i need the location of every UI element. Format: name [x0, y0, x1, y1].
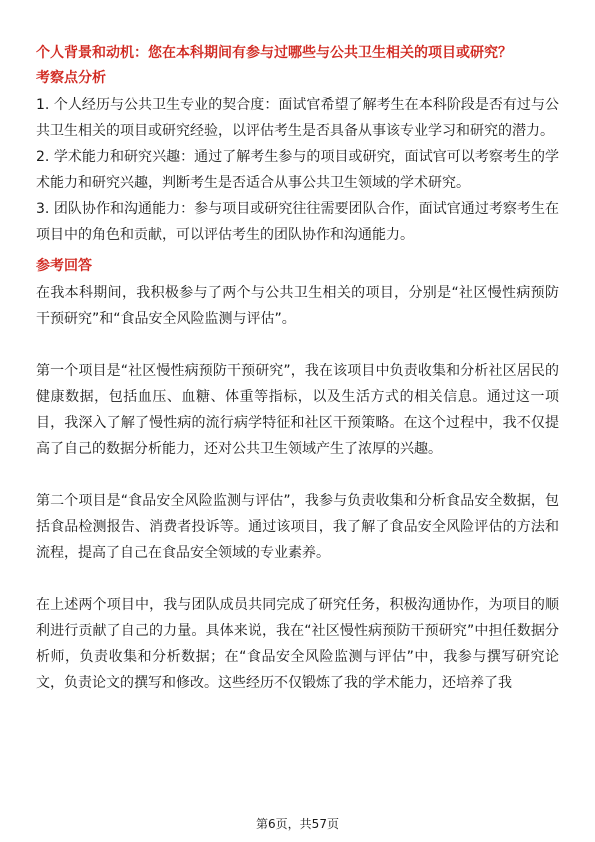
analysis-point: 1. 个人经历与公共卫生专业的契合度：面试官希望了解考生在本科阶段是否有过与公共卫生相关的项目或研究经验，以评估考生是否具备从事该专业学习和研究的潜力。 — [36, 97, 559, 139]
answer-paragraph: 第二个项目是“食品安全风险监测与评估”，我参与负责收集和分析食品安全数据，包括食品检测报告、消费者投诉等。通过该项目，我了解了食品安全风险评估的方法和流程，提高了自己在食品安全领域的专业素养。 — [36, 493, 559, 561]
answer-paragraph: 在我本科期间，我积极参与了两个与公共卫生相关的项目，分别是“社区慢性病预防干预研究”和“食品安全风险监测与评估”。 — [36, 285, 559, 327]
analysis-point: 2. 学术能力和研究兴趣：通过了解考生参与的项目或研究，面试官可以考察考生的学术能力和研究兴趣，判断考生是否适合从事公共卫生领域的学术研究。 — [36, 149, 559, 191]
document-page — [36, 42, 559, 696]
analysis-list — [36, 92, 559, 248]
page-number: 第6页，共57页 — [256, 817, 339, 831]
question-title: 个人背景和动机：您在本科期间有参与过哪些与公共卫生相关的项目或研究？ — [36, 45, 512, 61]
answer-body — [36, 280, 559, 696]
answer-paragraph: 第一个项目是“社区慢性病预防干预研究”，我在该项目中负责收集和分析社区居民的健康数据，包括血压、血糖、体重等指标，以及生活方式的相关信息。通过这一项目，我深入了解了慢性病的流行病学特征和社区干预策略。在这个过程中，我不仅提高了自己的数据分析能力，还对公共卫生领域产生了浓厚的兴趣。 — [36, 363, 559, 457]
answer-heading: 参考回答 — [36, 258, 92, 274]
analysis-heading: 考察点分析 — [36, 70, 106, 86]
answer-paragraph: 在上述两个项目中，我与团队成员共同完成了研究任务，积极沟通协作，为项目的顺利进行贡献了自己的力量。具体来说，我在“社区慢性病预防干预研究”中担任数据分析师，负责收集和分析数据；在“食品安全风险监测与评估”中，我参与撰写研究论文，负责论文的撰写和修改。这些经历不仅锻炼了我的学术能力，还培养了我 — [36, 597, 559, 691]
analysis-point: 3. 团队协作和沟通能力：参与项目或研究往往需要团队合作，面试官通过考察考生在项目中的角色和贡献，可以评估考生的团队协作和沟通能力。 — [36, 201, 559, 243]
